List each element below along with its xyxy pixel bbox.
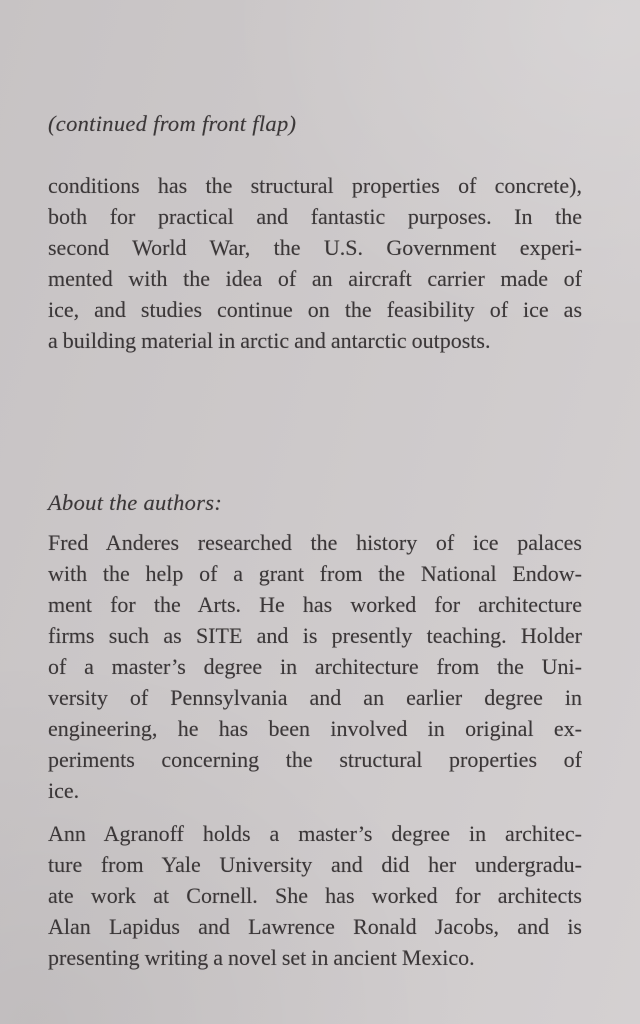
text-line: with the help of a grant from the National Endow- — [48, 561, 582, 586]
text-line: ate work at Cornell. She has worked for architects — [48, 883, 582, 908]
text-line: Ann Agranoff holds a master’s degree in architec- — [48, 821, 582, 846]
text-line: engineering, he has been involved in original ex- — [48, 716, 582, 741]
text-line: Alan Lapidus and Lawrence Ronald Jacobs, and is — [48, 914, 582, 939]
text-line: Fred Anderes researched the history of ice palaces — [48, 530, 582, 555]
text-line: ice. — [48, 778, 80, 803]
author-bio-paragraph-ann-agranoff — [48, 818, 582, 973]
jacket-text-paragraph — [48, 170, 582, 356]
continued-from-front-flap-note: (continued from front flap) — [48, 111, 297, 136]
text-line: mented with the idea of an aircraft carrier made of — [48, 266, 582, 291]
text-line: firms such as SITE and is presently teaching. Holder — [48, 623, 582, 648]
text-line: periments concerning the structural properties of — [48, 747, 582, 772]
text-line: of a master’s degree in architecture from the Uni- — [48, 654, 582, 679]
text-line: presenting writing a novel set in ancient Mexico. — [48, 945, 475, 970]
text-line: both for practical and fantastic purposes. In the — [48, 204, 582, 229]
author-bio-paragraph-fred-anderes — [48, 527, 582, 806]
text-line: versity of Pennsylvania and an earlier degree in — [48, 685, 582, 710]
text-line: second World War, the U.S. Government experi- — [48, 235, 582, 260]
text-line: ice, and studies continue on the feasibility of ice as — [48, 297, 582, 322]
text-line: a building material in arctic and antarctic outposts. — [48, 328, 491, 353]
about-the-authors-heading: About the authors: — [48, 490, 223, 515]
text-line: ment for the Arts. He has worked for architecture — [48, 592, 582, 617]
text-line: conditions has the structural properties of concrete), — [48, 173, 582, 198]
text-line: ture from Yale University and did her undergradu- — [48, 852, 582, 877]
